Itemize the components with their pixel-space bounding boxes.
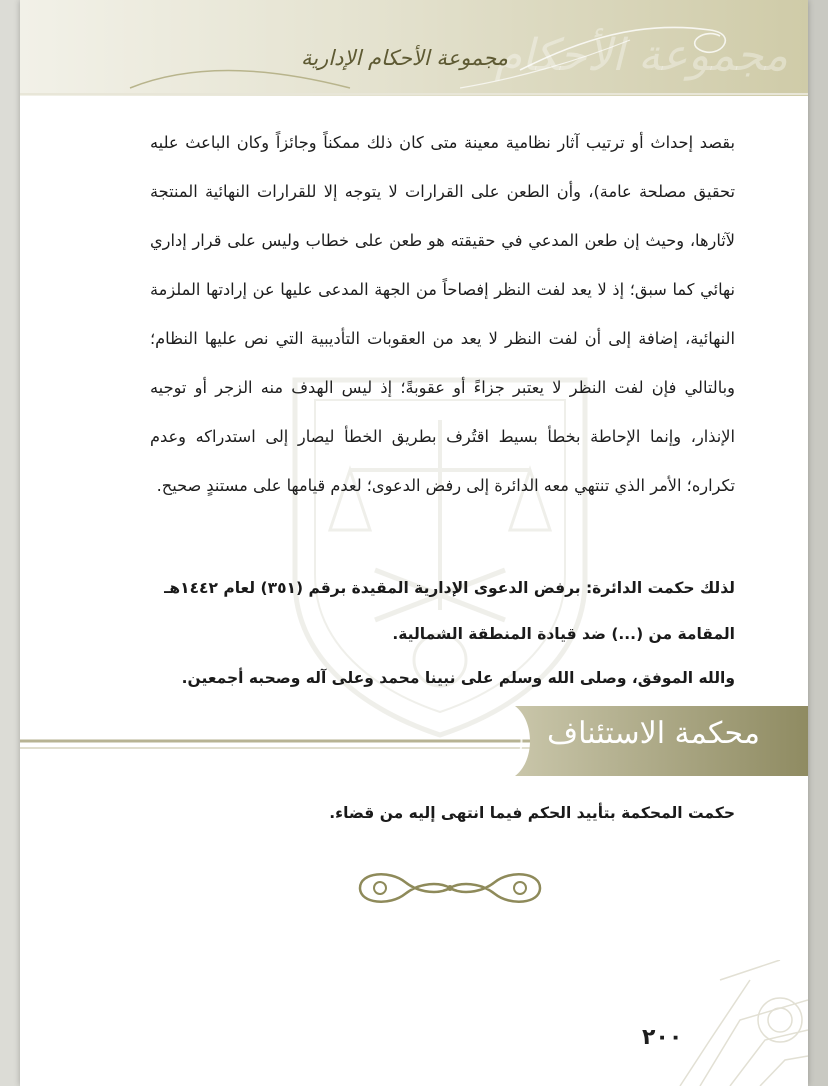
document-page [20, 0, 808, 1086]
ornament-divider-icon [350, 864, 550, 912]
corner-pattern-icon [580, 960, 808, 1086]
section-title: محكمة الاستئناف [547, 716, 760, 751]
scroll-edge [808, 0, 828, 1086]
body-paragraph [150, 118, 735, 510]
verdict-text: لذلك حكمت الدائرة: برفض الدعوى الإدارية المقيدة برقم (٣٥١) لعام ١٤٤٢هـ المقامة من (...) ضد قيادة المنطقة الشمالية. [164, 579, 735, 643]
page-header [20, 0, 808, 96]
appeal-ruling-text: حكمت المحكمة بتأييد الحكم فيما انتهى إليه من قضاء. [329, 804, 735, 822]
header-series-title: مجموعة الأحكام الإدارية [301, 46, 508, 70]
body-paragraph-text: بقصد إحداث أو ترتيب آثار نظامية معينة متى كان ذلك ممكناً وجائزاً وكان الباعث عليه تحقيق مصلحة عامة)، وأن الطعن على القرارات لا يتوجه إلا للقرارات النهائية المنتجة لآثارها، وحيث إن طعن المدعي في حقيقته هو طعن على خطاب وليس على قرار إداري نهائي كما سبق؛ إذ لا يعد لفت النظر إفصاحاً من الجهة المدعى عليها عن إرادتها الملزمة النهائية، إضافة إلى أن لفت النظر لا يعد من العقوبات التأديبية التي نص عليها النظام؛ وبالتالي فإن لفت النظر لا يعتبر جزاءً أو عقوبةً؛ إذ ليس الهدف منه الزجر أو توجيه الإنذار، وإنما الإحاطة بخطأ بسيط اقتُرف بطريق الخطأ ليصار إلى استدراكه وعدم تكراره؛ الأمر الذي تنتهي معه الدائرة إلى رفض الدعوى؛ لعدم قيامها على مستندٍ صحيح. [150, 133, 735, 495]
header-watermark: مجموعة الأحكام [494, 30, 788, 81]
closing-text: والله الموفق، وصلى الله وسلم على نبينا محمد وعلى آله وصحبه أجمعين. [181, 669, 735, 687]
page-number: ٢٠٠ [642, 1025, 683, 1050]
